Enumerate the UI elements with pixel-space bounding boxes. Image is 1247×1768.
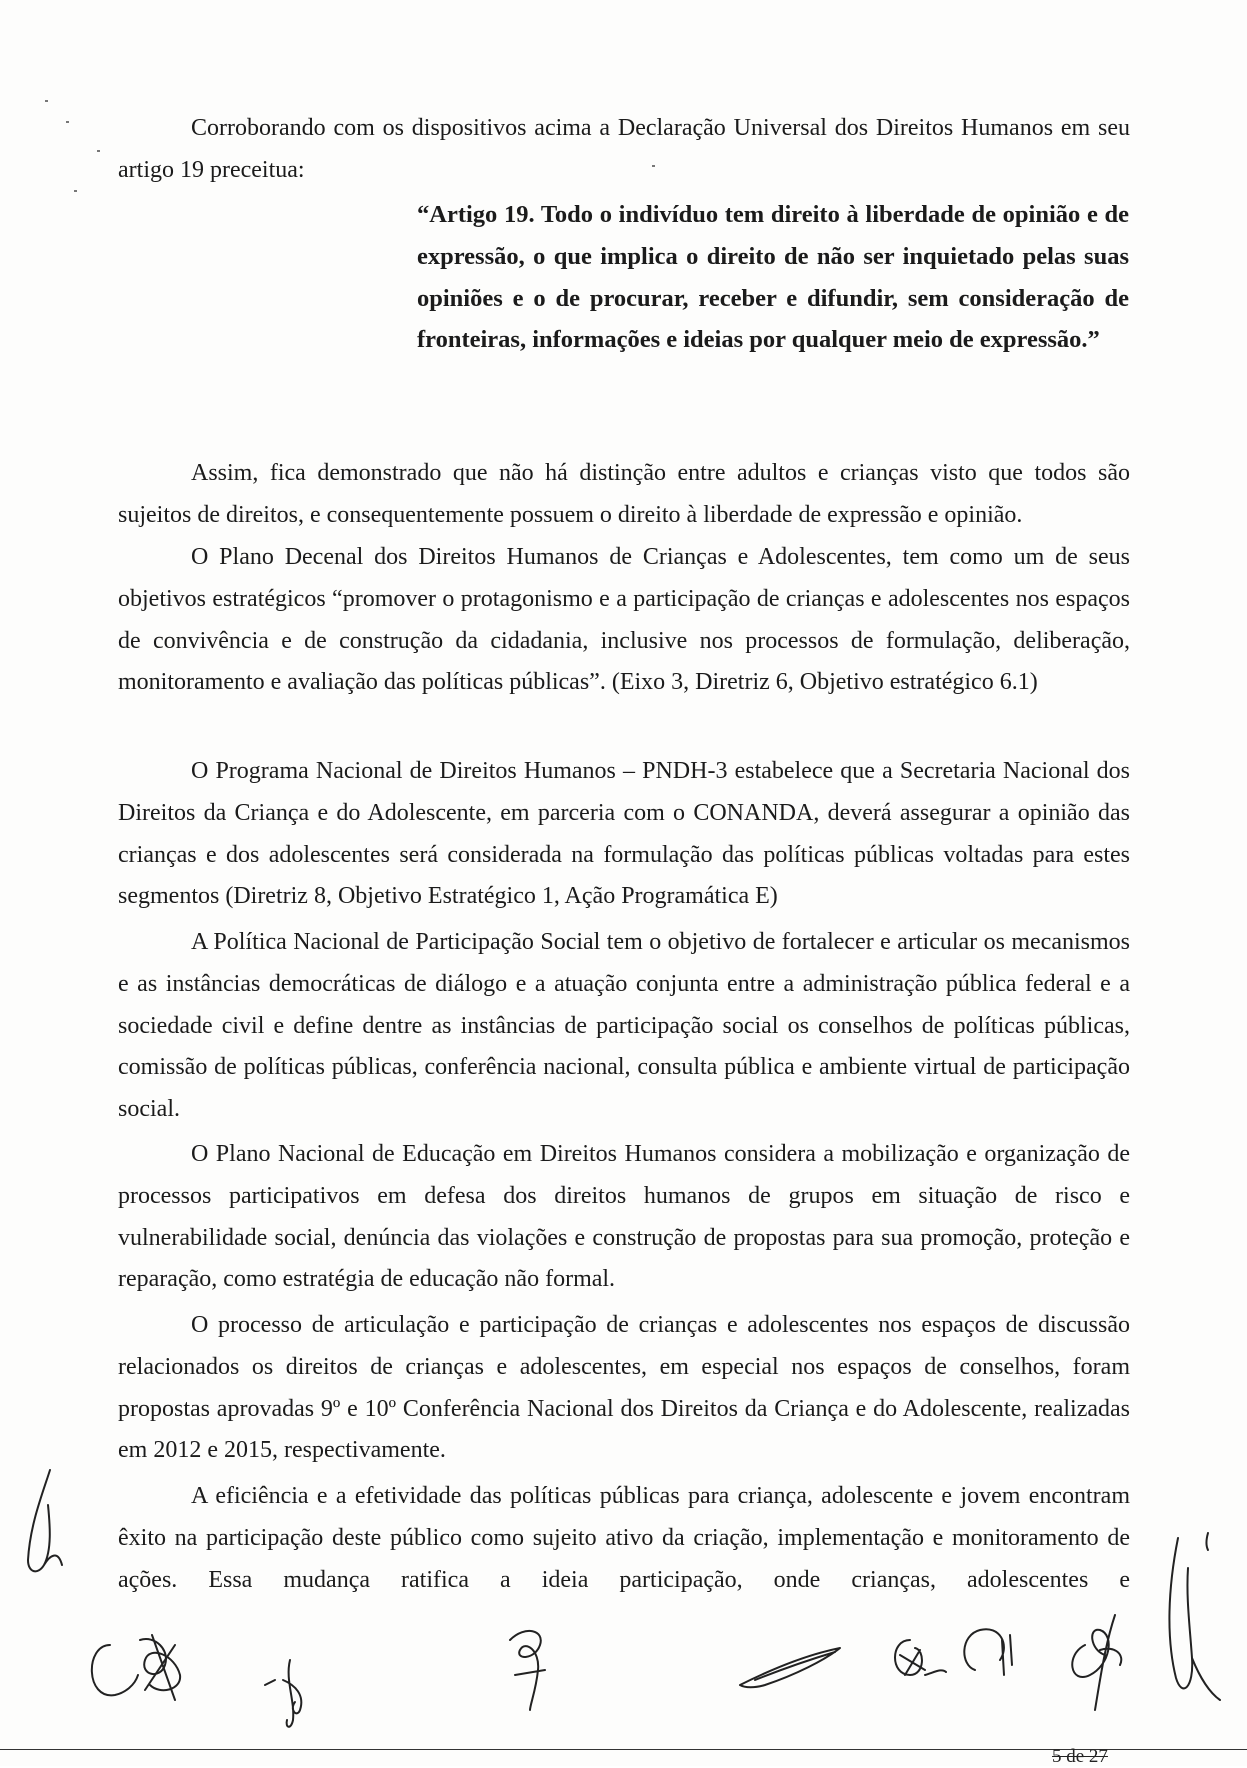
scan-speck bbox=[74, 190, 77, 192]
scan-speck bbox=[45, 100, 48, 102]
signature-6 bbox=[1060, 1605, 1140, 1715]
paragraph-politica-nacional: A Política Nacional de Participação Social tem o objetivo de fortalecer e articular os mecanismos e as instâncias democráticas de diálogo e a atuação conjunta entre a administração pública federal e a sociedade civil e define dentre as instâncias de participação social os conselhos de políticas públicas, comissão de políticas públicas, conferência nacional, consulta pública e ambiente virtual de participação social. bbox=[118, 929, 1130, 1123]
paragraph-processo-articulacao: O processo de articulação e participação de crianças e adolescentes nos espaços de discussão relacionados os direitos de crianças e adolescentes, em especial nos espaços de conselhos, foram propostas aprovadas 9º e 10º Conferência Nacional dos Direitos da Criança e do Adolescente, realizadas em 2012 e 2015, respectivamente. bbox=[118, 1312, 1130, 1464]
signature-2 bbox=[255, 1650, 325, 1735]
scan-speck bbox=[97, 150, 100, 152]
paragraph-intro: Corroborando com os dispositivos acima a Declaração Universal dos Direitos Humanos em seu artigo 19 preceitua: bbox=[118, 115, 1130, 183]
page-number: 5 de 27 bbox=[1052, 1746, 1108, 1767]
paragraph-assim: Assim, fica demonstrado que não há distinção entre adultos e crianças visto que todos são sujeitos de direitos, e consequentemente possuem o direito à liberdade de expressão e opinião. bbox=[118, 460, 1130, 528]
margin-initial-left bbox=[20, 1465, 70, 1580]
scan-speck bbox=[66, 121, 69, 123]
paragraph-plano-educacao: O Plano Nacional de Educação em Direitos Humanos considera a mobilização e organização de processos participativos em defesa dos direitos humanos de grupos em situação de risco e vulnerabilidade social, denúncia das violações e construção de propostas para sua promoção, proteção e reparação, como estratégia de educação não formal. bbox=[118, 1141, 1130, 1293]
paragraph-eficiencia: A eficiência e a efetividade das políticas públicas para criança, adolescente e jovem encontram êxito na participação deste público como sujeito ativo da criação, implementação e monitoramento de ações. Essa mudança ratifica a ideia participação, onde crianças, adolescentes e bbox=[118, 1483, 1130, 1593]
signature-3 bbox=[500, 1620, 560, 1715]
paragraph-plano-decenal: O Plano Decenal dos Direitos Humanos de Crianças e Adolescentes, tem como um de seus objetivos estratégicos “promover o protagonismo e a participação de crianças e adolescentes nos espaços de convivência e de construção da cidadania, inclusive nos processos de formulação, deliberação, monitoramento e avaliação das políticas públicas”. (Eixo 3, Diretriz 6, Objetivo estratégico 6.1) bbox=[118, 544, 1130, 696]
margin-initial-right bbox=[1148, 1528, 1228, 1708]
signature-4 bbox=[735, 1640, 850, 1695]
article-19-quote: “Artigo 19. Todo o indivíduo tem direito à liberdade de opinião e de expressão, o que implica o direito de não ser inquietado pelas suas opiniões e o de procurar, receber e difundir, sem consideração de fronteiras, informações e ideias por qualquer meio de expressão.” bbox=[417, 201, 1129, 354]
signature-5 bbox=[880, 1620, 1060, 1695]
signature-1 bbox=[80, 1615, 200, 1710]
paragraph-pndh3: O Programa Nacional de Direitos Humanos – PNDH-3 estabelece que a Secretaria Nacional dos Direitos da Criança e do Adolescente, em parceria com o CONANDA, deverá assegurar a opinião das crianças e dos adolescentes será considerada na formulação das políticas públicas voltadas para estes segmentos (Diretriz 8, Objetivo Estratégico 1, Ação Programática E) bbox=[118, 758, 1130, 910]
